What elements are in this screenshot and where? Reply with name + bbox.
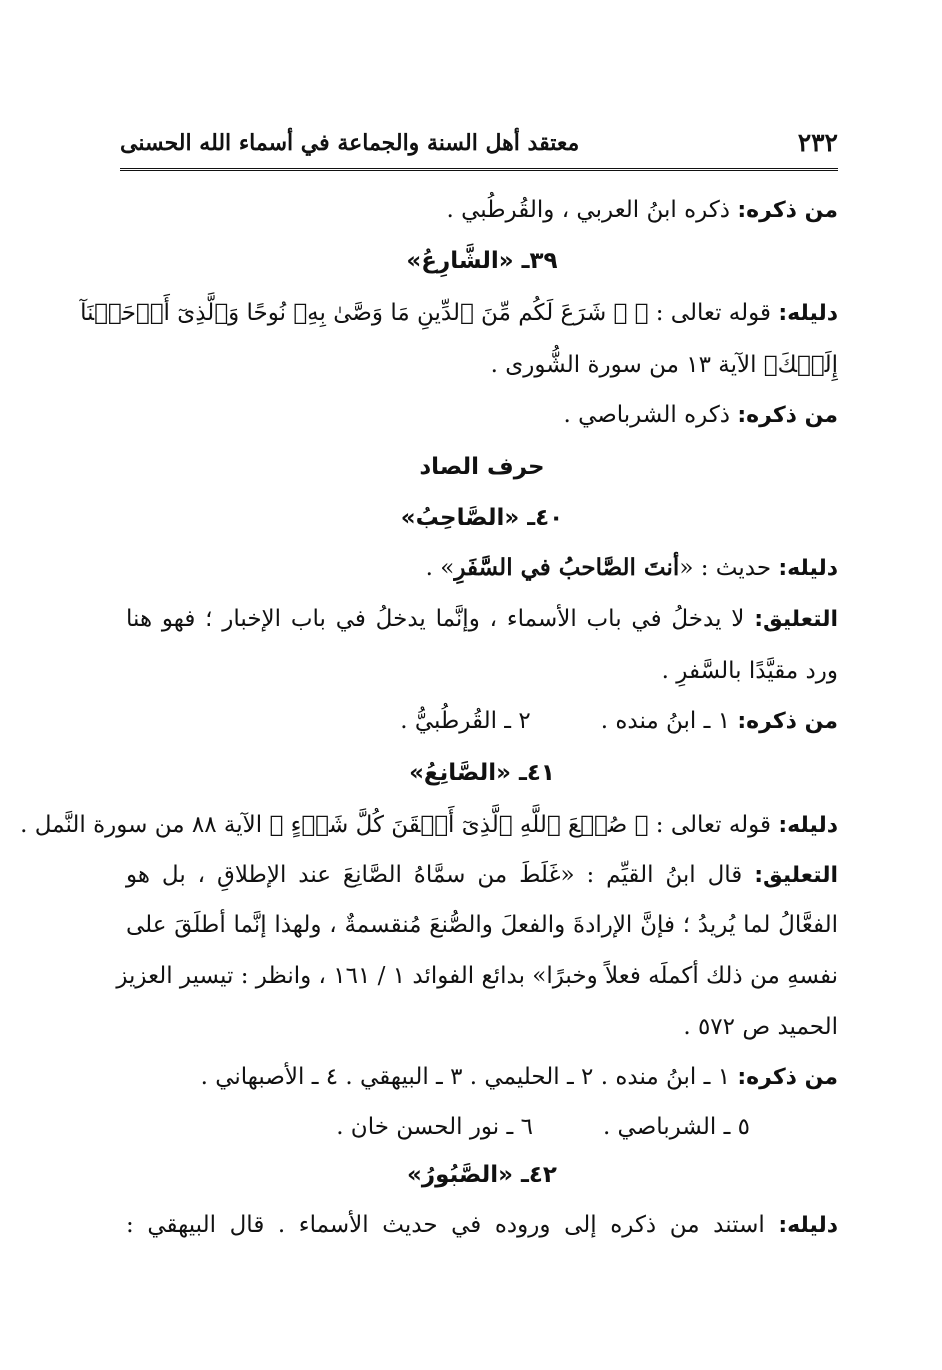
text-line <box>126 706 838 737</box>
text-line: الفعَّالُ لما يُريدُ ؛ فإنَّ الإرادةَ والفعلَ والصُّنعَ مُنقسمةٌ ، ولهذا إنَّما أطلَقَ على <box>126 912 838 938</box>
line-label: دليله: <box>778 301 838 326</box>
page-number: ٢٣٢ <box>797 128 838 157</box>
line-label: دليله: <box>778 813 838 838</box>
line-text: ذكره الشرباصي . <box>563 402 738 428</box>
text-line: إِلَيۡكَ﴾ الآية ١٣ من سورة الشُّورى . <box>490 352 838 378</box>
line-label: دليله: <box>778 556 838 581</box>
line-text: قال ابنُ القيِّم : «غَلَطَ من سمَّاهُ الصَّانِعَ عند الإطلاقِ ، بل هو <box>126 862 755 888</box>
text-line: ورد مقيَّدًا بالسَّفرِ . <box>661 658 838 684</box>
text-line <box>126 195 838 226</box>
text-line <box>126 860 838 891</box>
entry-heading-42: ٤٢ـ «الصَّبُورُ» <box>407 1162 557 1188</box>
line-label: التعليق: <box>754 607 838 632</box>
text-line <box>126 604 838 635</box>
text-line <box>126 1112 750 1142</box>
section-heading: حرف الصاد <box>419 454 545 480</box>
hadith-text: أنتَ الصَّاحبُ في السَّفَرِ <box>454 554 680 581</box>
line-text: ٦ ـ نور الحسن خان . <box>336 1114 533 1140</box>
line-text: حديث : « <box>679 555 779 581</box>
entry-heading-40: ٤٠ـ «الصَّاحِبُ» <box>400 505 564 531</box>
line-text: ٢ ـ القُرطُبيُّ . <box>400 708 531 734</box>
text-line <box>80 298 838 329</box>
line-text: قوله تعالى : ﴿ صُنۡعَ ٱللَّهِ ٱلَّذِىٓ أَتۡقَنَ كُلَّ شَىۡءٍ ﴾ الآية ٨٨ من سورة النَّمل . <box>20 812 779 838</box>
running-title: معتقد أهل السنة والجماعة في أسماء الله الحسنى <box>120 130 580 156</box>
text-line: الحميد ص ٥٧٢ . <box>683 1014 838 1040</box>
line-label: دليله: <box>778 1213 838 1238</box>
line-text: قوله تعالى : ﴿ ۞ شَرَعَ لَكُم مِّنَ ٱلدِّينِ مَا وَصَّىٰ بِهِۦ نُوحًا وَٱلَّذِىٓ أَوۡحَيۡنَآ <box>80 300 779 326</box>
line-label: من ذكره: <box>737 709 838 734</box>
running-header <box>120 128 838 162</box>
line-text: ٥ ـ الشرباصي . <box>602 1114 750 1140</box>
text-line <box>20 810 838 841</box>
text-line <box>126 553 838 584</box>
line-label: من ذكره: <box>737 403 838 428</box>
header-rule <box>120 168 838 171</box>
line-text: ذكره ابنُ العربي ، والقُرطُبي . <box>446 197 738 223</box>
text-line <box>126 1210 838 1241</box>
line-label: من ذكره: <box>737 1065 838 1090</box>
line-text: ١ ـ ابنُ منده . ٢ ـ الحليمي . ٣ ـ البيهقي . ٤ ـ الأصبهاني . <box>200 1064 738 1090</box>
line-label: التعليق: <box>754 863 838 888</box>
text-line: نفسهِ من ذلك أكملَه فعلاً وخبرًا» بدائع الفوائد ١ / ١٦١ ، وانظر : تيسير العزيز <box>116 963 838 989</box>
line-text: لا يدخلُ في باب الأسماء ، وإنَّما يدخلُ في باب الإخبار ؛ فهو هنا <box>126 606 755 632</box>
entry-heading-39: ٣٩ـ «الشَّارِعُ» <box>406 248 558 274</box>
line-text: ١ ـ ابنُ منده . <box>600 708 738 734</box>
line-text: استند من ذكره إلى وروده في حديث الأسماء . قال البيهقي : <box>126 1212 779 1238</box>
line-text: » . <box>425 555 455 581</box>
text-line <box>126 400 838 431</box>
text-line <box>126 1062 838 1093</box>
entry-heading-41: ٤١ـ «الصَّانِعُ» <box>409 760 555 786</box>
line-label: من ذكره: <box>737 198 838 223</box>
